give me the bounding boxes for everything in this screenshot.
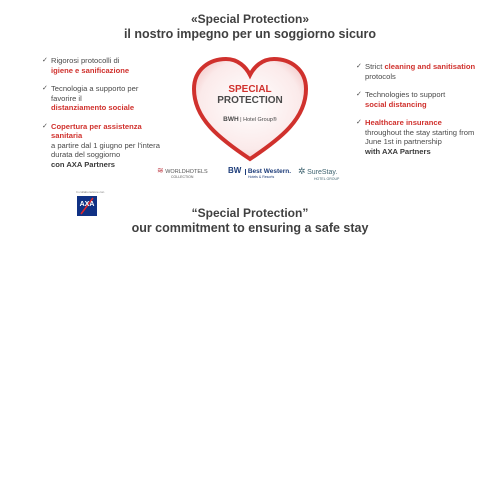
axa-caption: In collaborazione con [76, 190, 105, 194]
italian-benefits-list [42, 56, 162, 178]
axa-logo: AXA [77, 196, 97, 216]
worldhotels-logo: ≋ WORLDHOTELS COLLECTION [157, 166, 208, 179]
bestwestern-logo: BW Best Western. Hotels & Resorts [228, 166, 292, 179]
worldhotels-wave-icon: ≋ [157, 166, 164, 175]
list-item: ✓ Technologies to support social distancing [356, 90, 446, 109]
english-benefits-list [356, 62, 476, 165]
checkmark-icon: ✓ [42, 85, 48, 92]
bwh-logo: BWH | Hotel Group® [223, 116, 277, 123]
english-title: “Special Protection” [191, 206, 309, 220]
list-item: ✓ Tecnologia a supporto per favorire il distanziamento sociale [42, 84, 139, 112]
list-item: ✓ Rigorosi protocolli di igiene e sanificazione [42, 56, 130, 75]
heart-badge-icon [190, 55, 310, 163]
checkmark-icon: ✓ [42, 57, 48, 64]
checkmark-icon: ✓ [356, 91, 362, 98]
badge-line-special: SPECIAL [228, 84, 272, 95]
english-subtitle: our commitment to ensuring a safe stay [131, 221, 369, 235]
list-item: ✓ Healthcare insurance throughout the stay starting from June 1st in partnership with AXA Partners [356, 118, 475, 156]
italian-title: «Special Protection» [190, 12, 310, 26]
checkmark-icon: ✓ [42, 122, 48, 130]
badge-line-protection: PROTECTION [217, 95, 283, 106]
bw-monogram-icon: BW [228, 166, 242, 175]
italian-subtitle: il nostro impegno per un soggiorno sicuro [123, 27, 377, 41]
surestay-logo: ✲ SureStay. HOTEL GROUP [298, 166, 340, 181]
checkmark-icon: ✓ [356, 63, 362, 70]
surestay-star-icon: ✲ [298, 166, 306, 176]
list-item: ✓ Strict cleaning and sanitisation protocols [356, 62, 476, 81]
list-item: ✓ Copertura per assistenza sanitaria a partire dal 1 giugno per l’intera durata del soggiorno con AXA Partners [42, 121, 160, 169]
checkmark-icon: ✓ [356, 119, 362, 126]
